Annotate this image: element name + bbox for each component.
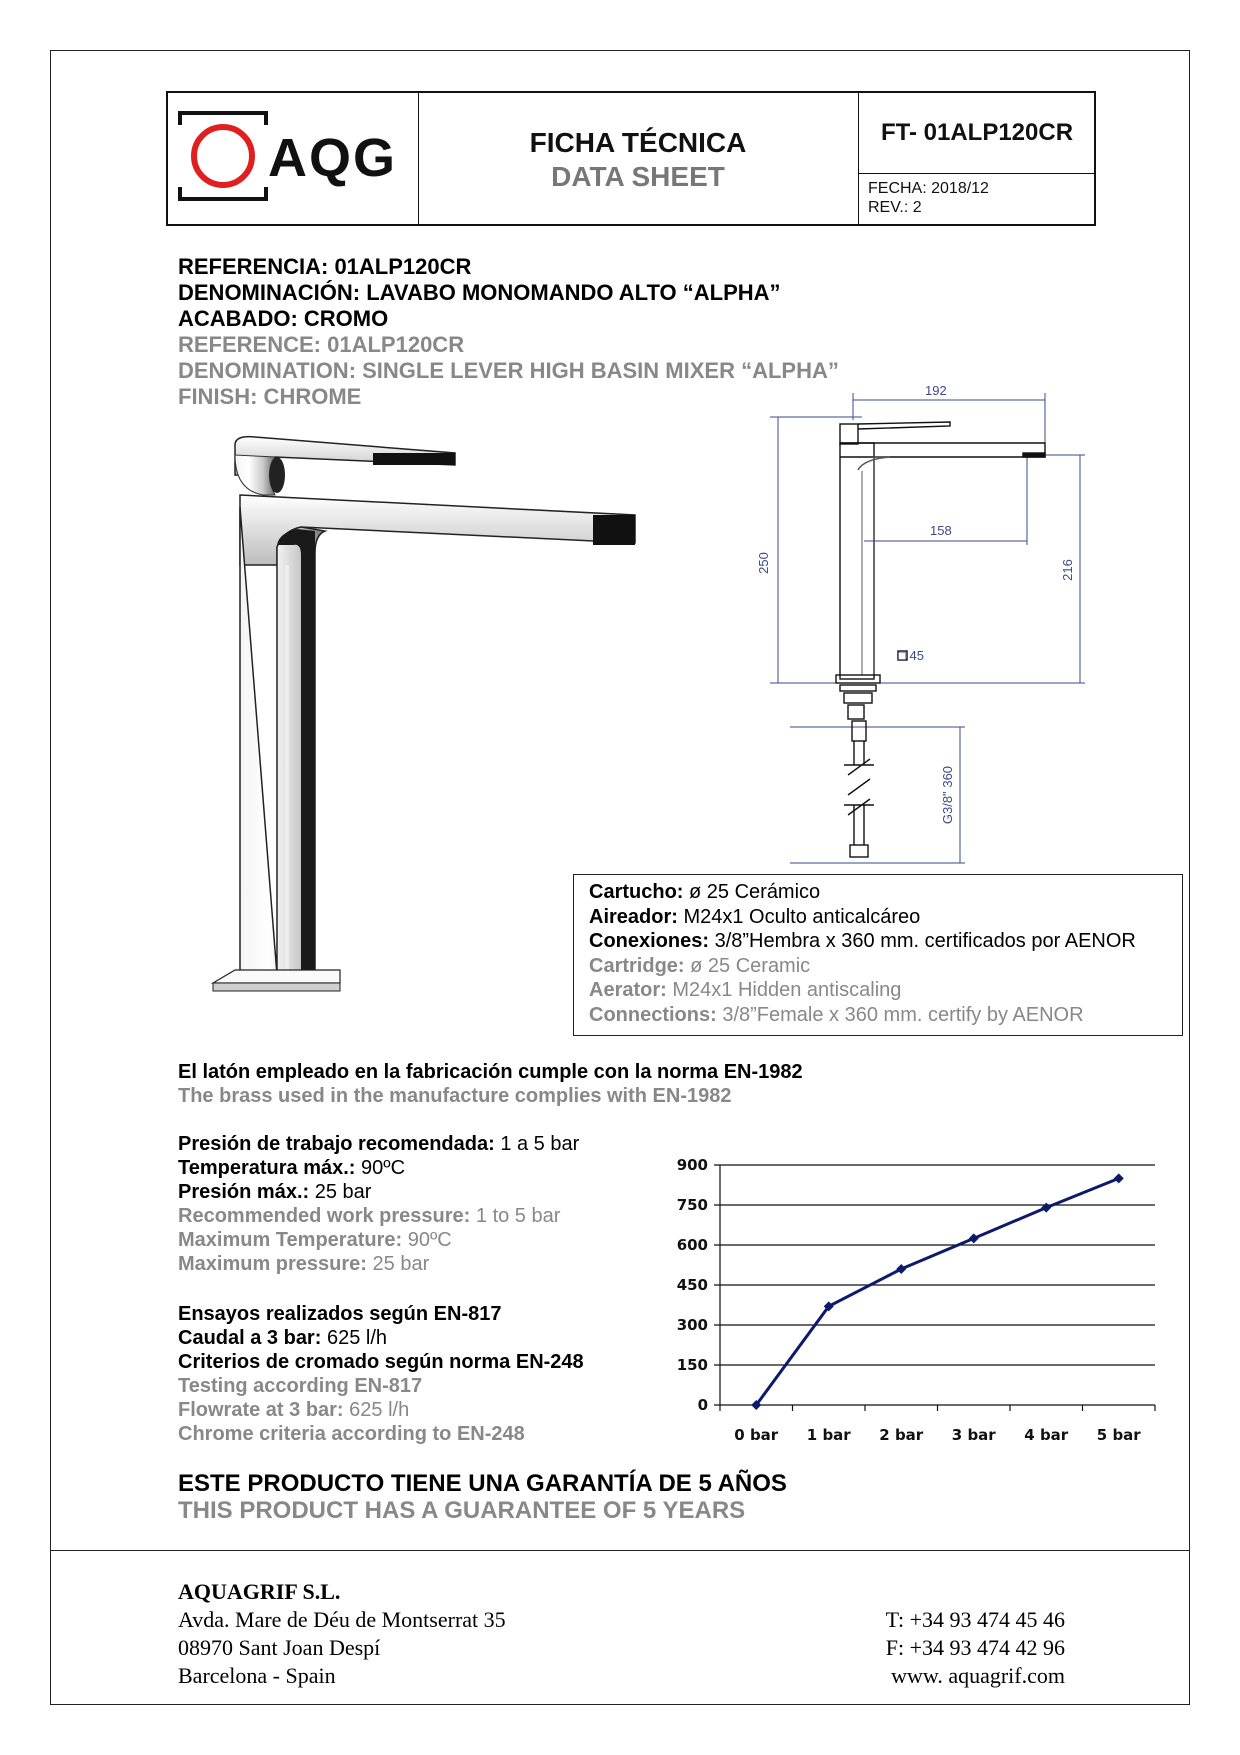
perf-row bbox=[178, 1204, 579, 1228]
perf-label: Recommended work pressure: bbox=[178, 1205, 471, 1227]
spec-row bbox=[589, 905, 1182, 930]
dim-192: 192 bbox=[925, 383, 947, 398]
test-row bbox=[178, 1302, 584, 1326]
spec-label: Cartucho: bbox=[589, 881, 684, 903]
doc-date: FECHA: 2018/12 bbox=[868, 180, 989, 197]
ref-es-line: DENOMINACIÓN: LAVABO MONOMANDO ALTO “ALPHA” bbox=[178, 280, 781, 305]
perf-row bbox=[178, 1252, 579, 1276]
spec-label: Connections: bbox=[589, 1003, 717, 1026]
guarantee-en: THIS PRODUCT HAS A GUARANTEE OF 5 YEARS bbox=[178, 1497, 746, 1524]
perf-row bbox=[178, 1180, 579, 1204]
guarantee-es: ESTE PRODUCTO TIENE UNA GARANTÍA DE 5 AÑOS bbox=[178, 1470, 787, 1497]
ref-en-line: DENOMINATION: SINGLE LEVER HIGH BASIN MIXER “ALPHA” bbox=[178, 358, 839, 383]
fax: F: +34 93 474 42 96 bbox=[885, 1635, 1065, 1660]
aqg-logo-icon bbox=[178, 111, 268, 201]
flow-chart bbox=[665, 1150, 1165, 1460]
norm-es: El latón empleado en la fabricación cumple con la norma EN-1982 bbox=[178, 1061, 803, 1083]
header-divider bbox=[858, 93, 859, 224]
perf-row bbox=[178, 1132, 579, 1156]
perf-label: Presión máx.: bbox=[178, 1181, 310, 1203]
dim-216: 216 bbox=[1060, 559, 1075, 581]
x-tick-label: 0 bar bbox=[734, 1426, 779, 1444]
technical-drawing bbox=[740, 375, 1100, 875]
data-point bbox=[896, 1264, 906, 1274]
x-tick-label: 3 bar bbox=[951, 1426, 996, 1444]
header bbox=[166, 91, 1096, 226]
spec-label: Aerator: bbox=[589, 979, 667, 1001]
spec-row bbox=[589, 880, 1182, 905]
company-name: AQUAGRIF S.L. bbox=[178, 1579, 341, 1604]
perf-value: 1 a 5 bar bbox=[494, 1133, 580, 1155]
perf-value: 25 bar bbox=[309, 1181, 372, 1203]
spec-value: 3/8”Female x 360 mm. certify by AENOR bbox=[716, 1003, 1084, 1026]
address-line: Avda. Mare de Déu de Montserrat 35 bbox=[178, 1607, 506, 1632]
data-point bbox=[1041, 1203, 1051, 1213]
ref-es-line: ACABADO: CROMO bbox=[178, 306, 389, 331]
dim-45: □ 45 bbox=[898, 648, 924, 663]
y-tick-label: 450 bbox=[676, 1276, 708, 1294]
y-tick-label: 300 bbox=[676, 1316, 708, 1334]
test-row bbox=[178, 1326, 584, 1350]
test-row bbox=[178, 1422, 584, 1446]
norm-block bbox=[178, 1060, 803, 1108]
ref-en-line: FINISH: CHROME bbox=[178, 384, 362, 409]
address-line: 08970 Sant Joan Despí bbox=[178, 1635, 381, 1660]
dim-158: 158 bbox=[930, 523, 952, 538]
performance-block bbox=[178, 1132, 579, 1276]
dim-250: 250 bbox=[756, 552, 771, 574]
y-tick-label: 0 bbox=[697, 1396, 708, 1414]
perf-label: Presión de trabajo recomendada: bbox=[178, 1133, 495, 1155]
logo-text: AQG bbox=[268, 128, 398, 188]
spec-row bbox=[589, 954, 1182, 979]
spec-row bbox=[589, 929, 1182, 954]
y-tick-label: 750 bbox=[676, 1196, 708, 1214]
doc-subtitle: DATA SHEET bbox=[551, 161, 725, 192]
perf-label: Temperatura máx.: bbox=[178, 1157, 356, 1179]
data-point bbox=[969, 1233, 979, 1243]
spec-label: Aireador: bbox=[589, 905, 678, 928]
footer-address bbox=[178, 1578, 506, 1690]
x-tick-label: 1 bar bbox=[806, 1426, 851, 1444]
spec-label: Cartridge: bbox=[589, 954, 685, 977]
y-tick-label: 900 bbox=[676, 1156, 708, 1174]
test-label: Testing according EN-817 bbox=[178, 1375, 423, 1397]
phone: T: +34 93 474 45 46 bbox=[885, 1607, 1065, 1632]
ref-en-line: REFERENCE: 01ALP120CR bbox=[178, 332, 465, 357]
perf-row bbox=[178, 1228, 579, 1252]
spec-value: 3/8”Hembra x 360 mm. certificados por AENOR bbox=[709, 930, 1136, 952]
perf-value: 90ºC bbox=[402, 1229, 452, 1251]
doc-date-rev bbox=[868, 179, 989, 217]
perf-value: 1 to 5 bar bbox=[470, 1205, 561, 1227]
guarantee-block bbox=[178, 1470, 787, 1524]
norm-en: The brass used in the manufacture complies with EN-1982 bbox=[178, 1085, 732, 1107]
doc-rev: REV.: 2 bbox=[868, 199, 922, 216]
test-label: Chrome criteria according to EN-248 bbox=[178, 1423, 525, 1445]
perf-value: 90ºC bbox=[355, 1157, 406, 1179]
doc-title: FICHA TÉCNICA bbox=[529, 127, 747, 158]
dim-hose: G3/8" 360 bbox=[940, 765, 955, 825]
y-tick-label: 600 bbox=[676, 1236, 708, 1254]
test-value: 625 l/h bbox=[321, 1327, 387, 1349]
spec-value: ø 25 Ceramic bbox=[684, 954, 811, 977]
test-label: Flowrate at 3 bar: bbox=[178, 1399, 344, 1421]
footer-contact bbox=[886, 1606, 1065, 1690]
y-tick-label: 150 bbox=[676, 1356, 708, 1374]
data-point bbox=[1114, 1173, 1124, 1183]
header-divider bbox=[858, 173, 1096, 174]
test-row bbox=[178, 1398, 584, 1422]
series-line bbox=[756, 1178, 1119, 1405]
tests-block bbox=[178, 1302, 584, 1446]
perf-label: Maximum Temperature: bbox=[178, 1229, 403, 1251]
ref-es-line: REFERENCIA: 01ALP120CR bbox=[178, 254, 472, 279]
test-label: Ensayos realizados según EN-817 bbox=[178, 1303, 502, 1325]
test-label: Caudal a 3 bar: bbox=[178, 1327, 322, 1349]
x-tick-label: 4 bar bbox=[1024, 1426, 1069, 1444]
test-label: Criterios de cromado según norma EN-248 bbox=[178, 1351, 584, 1373]
spec-value: M24x1 Hidden antiscaling bbox=[666, 979, 902, 1001]
spec-label: Conexiones: bbox=[589, 930, 710, 952]
specs-box bbox=[573, 874, 1183, 1036]
x-tick-label: 2 bar bbox=[879, 1426, 924, 1444]
footer-divider bbox=[50, 1550, 1190, 1551]
spec-value: M24x1 Oculto anticalcáreo bbox=[677, 905, 921, 928]
doc-code: FT- 01ALP120CR bbox=[880, 119, 1074, 146]
perf-row bbox=[178, 1156, 579, 1180]
test-row bbox=[178, 1374, 584, 1398]
perf-label: Maximum pressure: bbox=[178, 1253, 367, 1275]
website-link[interactable]: www. aquagrif.com bbox=[891, 1663, 1065, 1688]
spec-value: ø 25 Cerámico bbox=[683, 881, 821, 903]
address-line: Barcelona - Spain bbox=[178, 1663, 336, 1688]
x-tick-label: 5 bar bbox=[1096, 1426, 1141, 1444]
spec-row bbox=[589, 1003, 1182, 1028]
test-row bbox=[178, 1350, 584, 1374]
perf-value: 25 bar bbox=[366, 1253, 430, 1275]
spec-row bbox=[589, 978, 1182, 1003]
test-value: 625 l/h bbox=[343, 1399, 410, 1421]
